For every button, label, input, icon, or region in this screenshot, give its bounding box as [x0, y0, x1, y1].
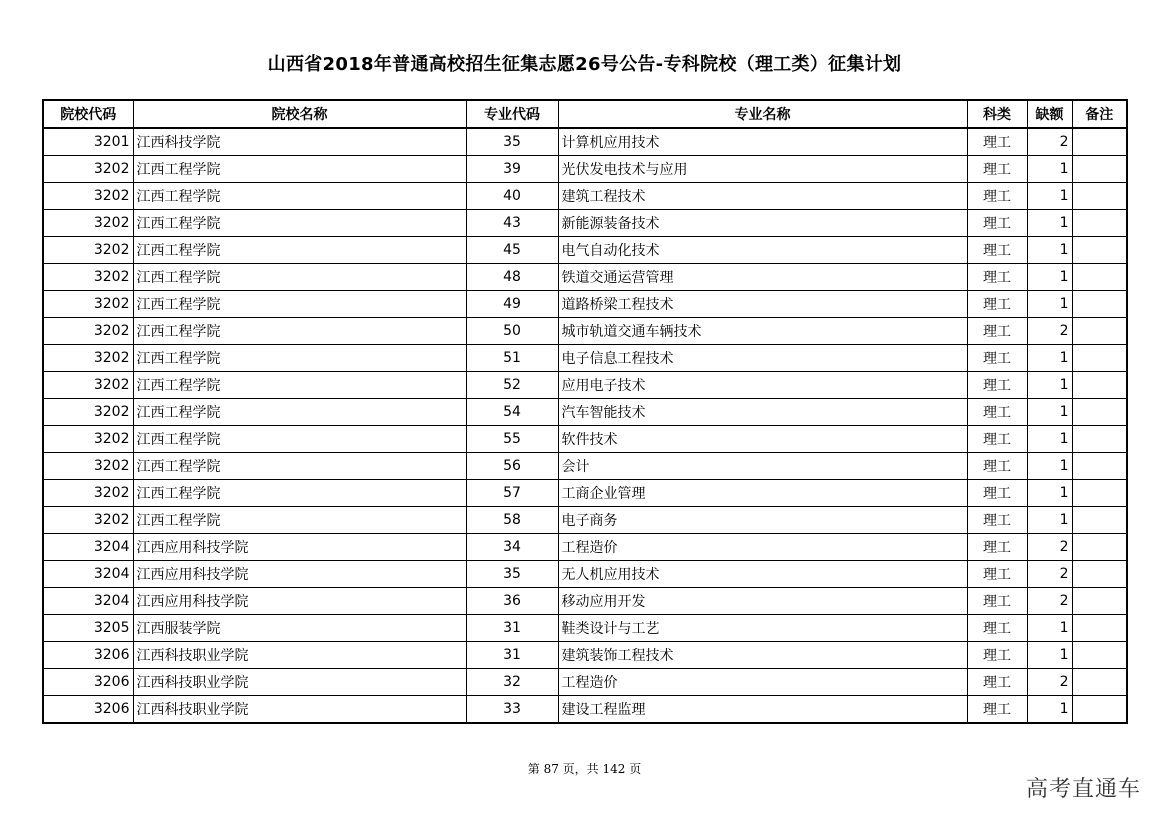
cell-remarks — [1072, 669, 1127, 696]
cell-major-name: 会计 — [558, 453, 967, 480]
table-row — [43, 480, 1127, 507]
page-title: 山西省2018年普通高校招生征集志愿26号公告-专科院校（理工类）征集计划 — [267, 54, 902, 75]
cell-category: 理工 — [967, 642, 1027, 669]
cell-category: 理工 — [967, 669, 1027, 696]
cell-school-name: 江西工程学院 — [133, 426, 466, 453]
cell-school-code: 3202 — [43, 372, 133, 399]
cell-vacancy: 1 — [1027, 696, 1072, 724]
cell-school-name: 江西工程学院 — [133, 237, 466, 264]
header-major-code: 专业代码 — [466, 100, 558, 128]
table-row — [43, 318, 1127, 345]
cell-school-code: 3206 — [43, 642, 133, 669]
cell-school-name: 江西工程学院 — [133, 318, 466, 345]
cell-school-code: 3202 — [43, 453, 133, 480]
cell-school-code: 3202 — [43, 507, 133, 534]
cell-major-code: 31 — [466, 642, 558, 669]
cell-category: 理工 — [967, 372, 1027, 399]
cell-school-code: 3204 — [43, 588, 133, 615]
table-row — [43, 237, 1127, 264]
cell-school-code: 3202 — [43, 480, 133, 507]
cell-category: 理工 — [967, 534, 1027, 561]
table-row — [43, 453, 1127, 480]
cell-major-name: 无人机应用技术 — [558, 561, 967, 588]
table-row — [43, 183, 1127, 210]
table-row — [43, 426, 1127, 453]
cell-school-code: 3206 — [43, 669, 133, 696]
cell-school-name: 江西应用科技学院 — [133, 561, 466, 588]
cell-school-code: 3202 — [43, 399, 133, 426]
cell-major-code: 57 — [466, 480, 558, 507]
cell-major-name: 电气自动化技术 — [558, 237, 967, 264]
cell-category: 理工 — [967, 480, 1027, 507]
table-row — [43, 399, 1127, 426]
cell-vacancy: 1 — [1027, 507, 1072, 534]
cell-category: 理工 — [967, 588, 1027, 615]
table-row — [43, 291, 1127, 318]
cell-category: 理工 — [967, 561, 1027, 588]
table-row — [43, 588, 1127, 615]
table-row — [43, 696, 1127, 724]
cell-major-name: 电子信息工程技术 — [558, 345, 967, 372]
cell-major-code: 33 — [466, 696, 558, 724]
cell-school-code: 3202 — [43, 210, 133, 237]
cell-school-name: 江西工程学院 — [133, 399, 466, 426]
cell-school-code: 3202 — [43, 264, 133, 291]
cell-major-code: 35 — [466, 561, 558, 588]
page-footer: 第 87 页，共 142 页 — [527, 762, 642, 776]
cell-major-code: 54 — [466, 399, 558, 426]
header-vacancy: 缺额 — [1027, 100, 1072, 128]
cell-major-code: 36 — [466, 588, 558, 615]
cell-major-name: 建筑工程技术 — [558, 183, 967, 210]
cell-category: 理工 — [967, 156, 1027, 183]
cell-major-code: 50 — [466, 318, 558, 345]
cell-remarks — [1072, 642, 1127, 669]
cell-major-name: 城市轨道交通车辆技术 — [558, 318, 967, 345]
cell-school-name: 江西工程学院 — [133, 183, 466, 210]
header-major-name: 专业名称 — [558, 100, 967, 128]
cell-school-name: 江西科技职业学院 — [133, 642, 466, 669]
cell-school-name: 江西应用科技学院 — [133, 588, 466, 615]
cell-school-code: 3204 — [43, 534, 133, 561]
cell-school-code: 3202 — [43, 318, 133, 345]
cell-major-code: 40 — [466, 183, 558, 210]
table-row — [43, 345, 1127, 372]
cell-remarks — [1072, 507, 1127, 534]
cell-major-name: 汽车智能技术 — [558, 399, 967, 426]
cell-major-name: 电子商务 — [558, 507, 967, 534]
cell-vacancy: 1 — [1027, 426, 1072, 453]
cell-category: 理工 — [967, 210, 1027, 237]
table-row — [43, 264, 1127, 291]
cell-category: 理工 — [967, 183, 1027, 210]
cell-remarks — [1072, 128, 1127, 156]
cell-vacancy: 1 — [1027, 615, 1072, 642]
cell-school-name: 江西工程学院 — [133, 345, 466, 372]
cell-vacancy: 1 — [1027, 264, 1072, 291]
cell-remarks — [1072, 480, 1127, 507]
cell-remarks — [1072, 561, 1127, 588]
cell-school-name: 江西工程学院 — [133, 264, 466, 291]
cell-school-name: 江西应用科技学院 — [133, 534, 466, 561]
cell-vacancy: 1 — [1027, 642, 1072, 669]
cell-major-code: 34 — [466, 534, 558, 561]
cell-school-name: 江西科技职业学院 — [133, 669, 466, 696]
cell-major-code: 35 — [466, 128, 558, 156]
cell-remarks — [1072, 426, 1127, 453]
cell-vacancy: 2 — [1027, 588, 1072, 615]
cell-major-name: 计算机应用技术 — [558, 128, 967, 156]
cell-category: 理工 — [967, 426, 1027, 453]
cell-category: 理工 — [967, 696, 1027, 724]
table-row — [43, 642, 1127, 669]
cell-category: 理工 — [967, 237, 1027, 264]
cell-category: 理工 — [967, 345, 1027, 372]
cell-remarks — [1072, 183, 1127, 210]
cell-school-code: 3202 — [43, 426, 133, 453]
header-school-code: 院校代码 — [43, 100, 133, 128]
cell-remarks — [1072, 156, 1127, 183]
cell-school-code: 3202 — [43, 237, 133, 264]
cell-major-name: 软件技术 — [558, 426, 967, 453]
cell-major-name: 建筑装饰工程技术 — [558, 642, 967, 669]
table-row — [43, 561, 1127, 588]
cell-remarks — [1072, 210, 1127, 237]
cell-major-code: 39 — [466, 156, 558, 183]
header-remarks: 备注 — [1072, 100, 1127, 128]
table-header-row — [43, 100, 1127, 128]
header-category: 科类 — [967, 100, 1027, 128]
cell-vacancy: 1 — [1027, 480, 1072, 507]
cell-major-name: 铁道交通运营管理 — [558, 264, 967, 291]
cell-major-code: 49 — [466, 291, 558, 318]
cell-school-name: 江西科技学院 — [133, 128, 466, 156]
table-row — [43, 534, 1127, 561]
cell-school-code: 3202 — [43, 291, 133, 318]
cell-major-name: 工程造价 — [558, 534, 967, 561]
cell-school-code: 3201 — [43, 128, 133, 156]
cell-major-code: 58 — [466, 507, 558, 534]
cell-vacancy: 1 — [1027, 291, 1072, 318]
cell-school-code: 3202 — [43, 345, 133, 372]
cell-category: 理工 — [967, 399, 1027, 426]
cell-remarks — [1072, 318, 1127, 345]
cell-vacancy: 2 — [1027, 128, 1072, 156]
cell-major-code: 55 — [466, 426, 558, 453]
watermark: 高考直通车 — [1025, 777, 1141, 802]
cell-category: 理工 — [967, 128, 1027, 156]
table-row — [43, 507, 1127, 534]
cell-remarks — [1072, 615, 1127, 642]
cell-category: 理工 — [967, 291, 1027, 318]
cell-category: 理工 — [967, 615, 1027, 642]
cell-school-name: 江西工程学院 — [133, 372, 466, 399]
cell-major-name: 光伏发电技术与应用 — [558, 156, 967, 183]
cell-major-code: 31 — [466, 615, 558, 642]
cell-school-name: 江西工程学院 — [133, 507, 466, 534]
cell-school-code: 3205 — [43, 615, 133, 642]
cell-vacancy: 1 — [1027, 372, 1072, 399]
cell-vacancy: 2 — [1027, 561, 1072, 588]
table-row — [43, 128, 1127, 156]
table-body — [43, 128, 1127, 723]
table-row — [43, 669, 1127, 696]
cell-remarks — [1072, 264, 1127, 291]
cell-vacancy: 1 — [1027, 237, 1072, 264]
cell-vacancy: 1 — [1027, 183, 1072, 210]
cell-major-code: 56 — [466, 453, 558, 480]
enrollment-plan-table — [42, 99, 1128, 724]
cell-vacancy: 1 — [1027, 399, 1072, 426]
cell-major-name: 鞋类设计与工艺 — [558, 615, 967, 642]
cell-school-name: 江西工程学院 — [133, 156, 466, 183]
table-row — [43, 156, 1127, 183]
cell-school-code: 3202 — [43, 156, 133, 183]
cell-school-name: 江西工程学院 — [133, 291, 466, 318]
table-row — [43, 615, 1127, 642]
cell-remarks — [1072, 534, 1127, 561]
cell-remarks — [1072, 588, 1127, 615]
cell-remarks — [1072, 399, 1127, 426]
cell-school-name: 江西科技职业学院 — [133, 696, 466, 724]
table-row — [43, 210, 1127, 237]
cell-remarks — [1072, 291, 1127, 318]
cell-school-name: 江西工程学院 — [133, 453, 466, 480]
cell-major-code: 51 — [466, 345, 558, 372]
cell-major-name: 应用电子技术 — [558, 372, 967, 399]
cell-major-code: 48 — [466, 264, 558, 291]
cell-vacancy: 2 — [1027, 318, 1072, 345]
cell-vacancy: 1 — [1027, 453, 1072, 480]
cell-category: 理工 — [967, 264, 1027, 291]
cell-school-name: 江西工程学院 — [133, 210, 466, 237]
table-row — [43, 372, 1127, 399]
cell-vacancy: 1 — [1027, 345, 1072, 372]
cell-category: 理工 — [967, 318, 1027, 345]
cell-vacancy: 2 — [1027, 669, 1072, 696]
cell-school-code: 3206 — [43, 696, 133, 724]
cell-major-name: 移动应用开发 — [558, 588, 967, 615]
cell-school-code: 3204 — [43, 561, 133, 588]
cell-vacancy: 2 — [1027, 534, 1072, 561]
cell-major-name: 建设工程监理 — [558, 696, 967, 724]
cell-major-name: 新能源装备技术 — [558, 210, 967, 237]
cell-major-code: 52 — [466, 372, 558, 399]
cell-school-code: 3202 — [43, 183, 133, 210]
cell-remarks — [1072, 453, 1127, 480]
header-school-name: 院校名称 — [133, 100, 466, 128]
cell-major-name: 工商企业管理 — [558, 480, 967, 507]
cell-vacancy: 1 — [1027, 210, 1072, 237]
cell-major-name: 道路桥梁工程技术 — [558, 291, 967, 318]
cell-major-code: 45 — [466, 237, 558, 264]
cell-remarks — [1072, 696, 1127, 724]
cell-remarks — [1072, 372, 1127, 399]
cell-major-code: 43 — [466, 210, 558, 237]
cell-school-name: 江西工程学院 — [133, 480, 466, 507]
cell-category: 理工 — [967, 507, 1027, 534]
cell-remarks — [1072, 237, 1127, 264]
cell-major-name: 工程造价 — [558, 669, 967, 696]
cell-school-name: 江西服装学院 — [133, 615, 466, 642]
cell-major-code: 32 — [466, 669, 558, 696]
cell-category: 理工 — [967, 453, 1027, 480]
cell-vacancy: 1 — [1027, 156, 1072, 183]
cell-remarks — [1072, 345, 1127, 372]
